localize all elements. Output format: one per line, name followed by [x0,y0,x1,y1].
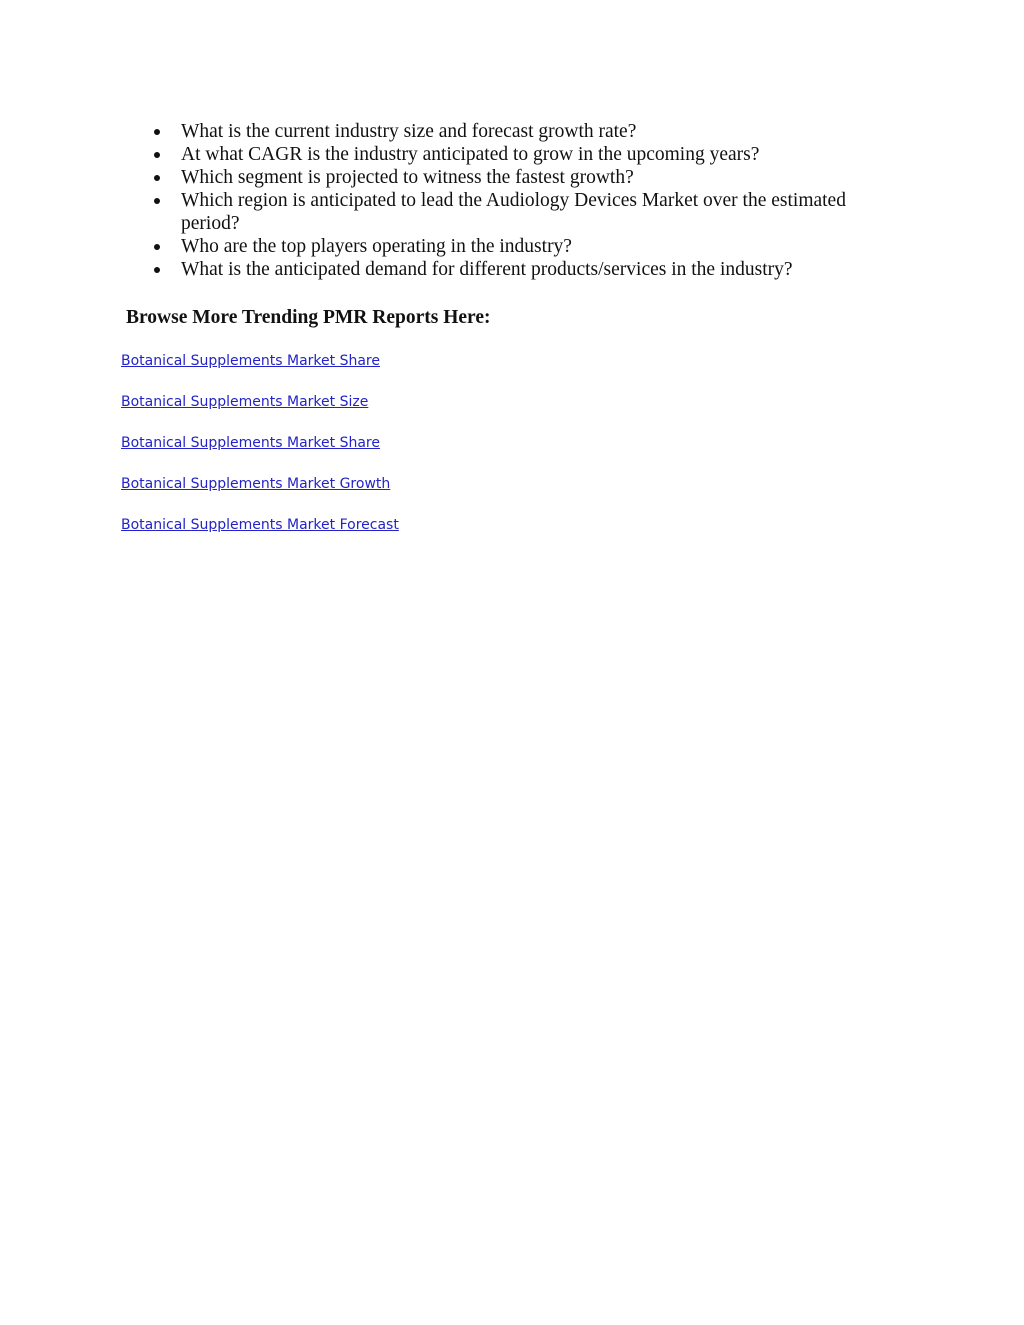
list-item [148,258,888,281]
bullet-icon [154,152,160,158]
report-link-market-share[interactable]: Botanical Supplements Market Share [121,353,380,369]
list-item [148,235,888,258]
bullet-icon [154,198,160,204]
bullet-icon [154,129,160,135]
report-link-market-growth[interactable]: Botanical Supplements Market Growth [121,476,391,492]
list-item [121,515,399,556]
list-item [148,166,888,189]
list-item [121,474,399,515]
bullet-icon [154,175,160,181]
report-link-market-size[interactable]: Botanical Supplements Market Size [121,394,369,410]
list-item [148,143,888,166]
report-link-market-forecast[interactable]: Botanical Supplements Market Forecast [121,517,399,533]
bullet-icon [154,267,160,273]
list-item [121,433,399,474]
section-heading: Browse More Trending PMR Reports Here: [126,307,491,328]
question-text: Who are the top players operating in the industry? [181,236,572,257]
question-text: What is the anticipated demand for different products/services in the industry? [181,259,793,280]
questions-list [148,120,888,281]
question-text: Which segment is projected to witness the fastest growth? [181,167,634,188]
report-link-market-share-2[interactable]: Botanical Supplements Market Share [121,435,380,451]
question-text: At what CAGR is the industry anticipated to grow in the upcoming years? [181,144,760,165]
question-text: What is the current industry size and forecast growth rate? [181,121,637,142]
list-item [121,392,399,433]
list-item [148,189,888,235]
list-item [121,351,399,392]
report-links-list [121,351,399,556]
bullet-icon [154,244,160,250]
question-text: Which region is anticipated to lead the Audiology Devices Market over the estimated period? [181,190,846,234]
list-item [148,120,888,143]
